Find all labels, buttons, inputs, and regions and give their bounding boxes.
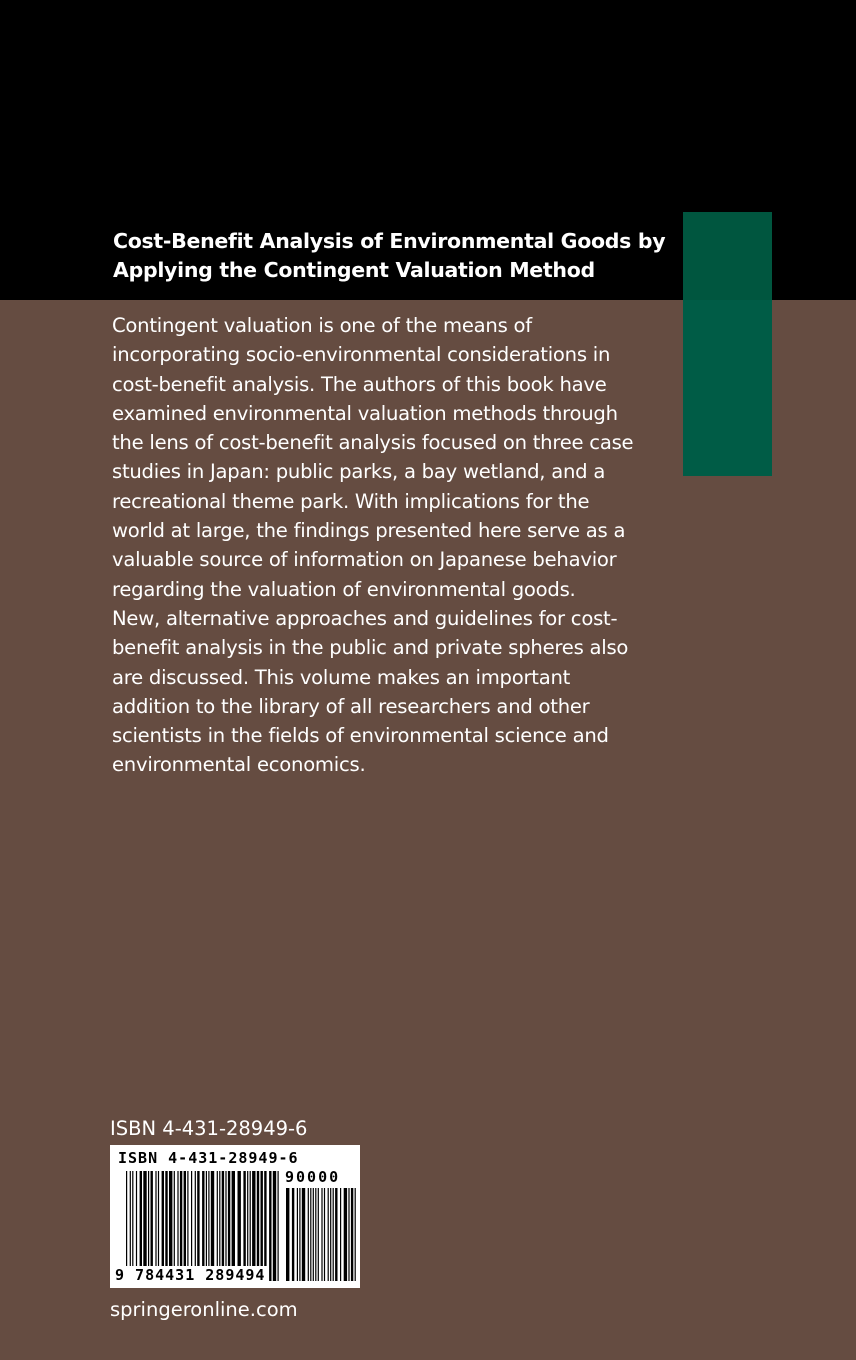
barcode-bar — [217, 1171, 218, 1281]
barcode-bar — [308, 1188, 309, 1281]
website-link: springeronline.com — [110, 1298, 298, 1321]
description-line: recreational theme park. With implications for the — [112, 489, 590, 513]
barcode-bar — [335, 1188, 337, 1281]
barcode-bar — [269, 1171, 271, 1281]
barcode-bar — [197, 1171, 199, 1281]
barcode-bar — [195, 1171, 196, 1281]
barcode-bar — [278, 1171, 279, 1281]
description-line: New, alternative approaches and guidelines for cost- — [112, 606, 618, 630]
description-line: the lens of cost-benefit analysis focused on three case — [112, 431, 634, 455]
barcode-bar — [310, 1188, 311, 1281]
barcode-bar — [158, 1171, 159, 1281]
barcode-bar — [252, 1171, 255, 1281]
barcode-bar — [261, 1171, 263, 1281]
barcode-isbn-text: ISBN 4-431-28949-6 — [118, 1149, 299, 1167]
barcode-bar — [174, 1171, 175, 1281]
description-line: regarding the valuation of environmental goods. — [112, 577, 576, 601]
barcode-bar — [206, 1171, 207, 1281]
book-description — [112, 311, 633, 780]
barcode-bar — [232, 1171, 235, 1281]
description-line: incorporating socio-environmental considerations in — [112, 343, 611, 367]
description-line: world at large, the findings presented here serve as a — [112, 519, 626, 543]
description-line: scientists in the fields of environmental science and — [112, 724, 609, 748]
barcode-bar — [286, 1188, 289, 1281]
barcode-bar — [333, 1188, 334, 1281]
barcode-bar — [191, 1171, 192, 1281]
barcode-bar — [187, 1171, 188, 1281]
barcode-bar — [243, 1171, 245, 1281]
barcode-bar — [348, 1188, 349, 1281]
description-line: examined environmental valuation methods through — [112, 401, 618, 425]
barcode-bar — [250, 1171, 251, 1281]
barcode-bar — [264, 1171, 266, 1281]
barcode-bar — [292, 1188, 294, 1281]
description-line: are discussed. This volume makes an important — [112, 665, 571, 689]
barcode-bar — [297, 1188, 298, 1281]
barcode-bar — [219, 1171, 220, 1281]
barcode-bar — [257, 1171, 259, 1281]
barcode-bar — [136, 1171, 137, 1281]
description-line: Contingent valuation is one of the means of — [112, 314, 532, 337]
barcode-bar — [315, 1188, 316, 1281]
barcode-ean-text: 9 784431 289494 — [115, 1266, 266, 1284]
barcode-bar — [151, 1171, 153, 1281]
barcode-bar — [344, 1188, 347, 1281]
barcode-bar — [140, 1171, 142, 1281]
description-line: addition to the library of all researchers and other — [112, 694, 590, 718]
barcode-bar — [302, 1188, 305, 1281]
description-line: benefit analysis in the public and private spheres also — [112, 636, 629, 660]
barcode-bar — [238, 1171, 241, 1281]
barcode-bar — [328, 1188, 329, 1281]
barcode-bar — [177, 1171, 178, 1281]
barcode-bar — [222, 1171, 224, 1281]
barcode-bar — [208, 1171, 209, 1281]
isbn-label: ISBN 4-431-28949-6 — [110, 1117, 308, 1140]
barcode-bar — [228, 1171, 230, 1281]
barcode-bar — [313, 1188, 314, 1281]
description-line: studies in Japan: public parks, a bay wetland, and a — [112, 460, 606, 484]
description-line: environmental economics. — [112, 753, 366, 777]
barcode-bar — [155, 1171, 156, 1281]
barcode-bar — [330, 1188, 331, 1281]
green-accent-block-top — [683, 212, 772, 300]
barcode-bar — [355, 1188, 356, 1281]
barcode-bar — [225, 1171, 226, 1281]
barcode-bar — [321, 1188, 322, 1281]
barcode-bar — [165, 1171, 167, 1281]
barcode-bar — [247, 1171, 248, 1281]
barcode-bar — [202, 1171, 204, 1281]
barcode-bar — [148, 1171, 149, 1281]
barcode-bar — [132, 1171, 133, 1281]
barcode-addon-text: 90000 — [285, 1168, 341, 1186]
barcode-bar — [130, 1171, 131, 1281]
barcode-bar — [126, 1171, 127, 1281]
description-line: valuable source of information on Japanese behavior — [112, 548, 617, 572]
title-line: Applying the Contingent Valuation Method — [113, 258, 595, 282]
title-line: Cost-Benefit Analysis of Environmental Goods by — [113, 229, 666, 253]
barcode-bar — [340, 1188, 341, 1281]
barcode-bar — [143, 1171, 146, 1281]
barcode-bar — [299, 1188, 300, 1281]
barcode-bar — [351, 1188, 353, 1281]
barcode-bar — [169, 1171, 172, 1281]
barcode-bar — [324, 1188, 325, 1281]
barcode-bar — [162, 1171, 164, 1281]
barcode-bar — [184, 1171, 186, 1281]
barcode-bar — [211, 1171, 214, 1281]
book-title — [113, 227, 665, 285]
isbn-barcode — [110, 1145, 360, 1288]
barcode-bar — [180, 1171, 182, 1281]
description-line: cost-benefit analysis. The authors of this book have — [112, 372, 607, 396]
barcode-bar — [273, 1171, 276, 1281]
barcode-bar — [318, 1188, 319, 1281]
